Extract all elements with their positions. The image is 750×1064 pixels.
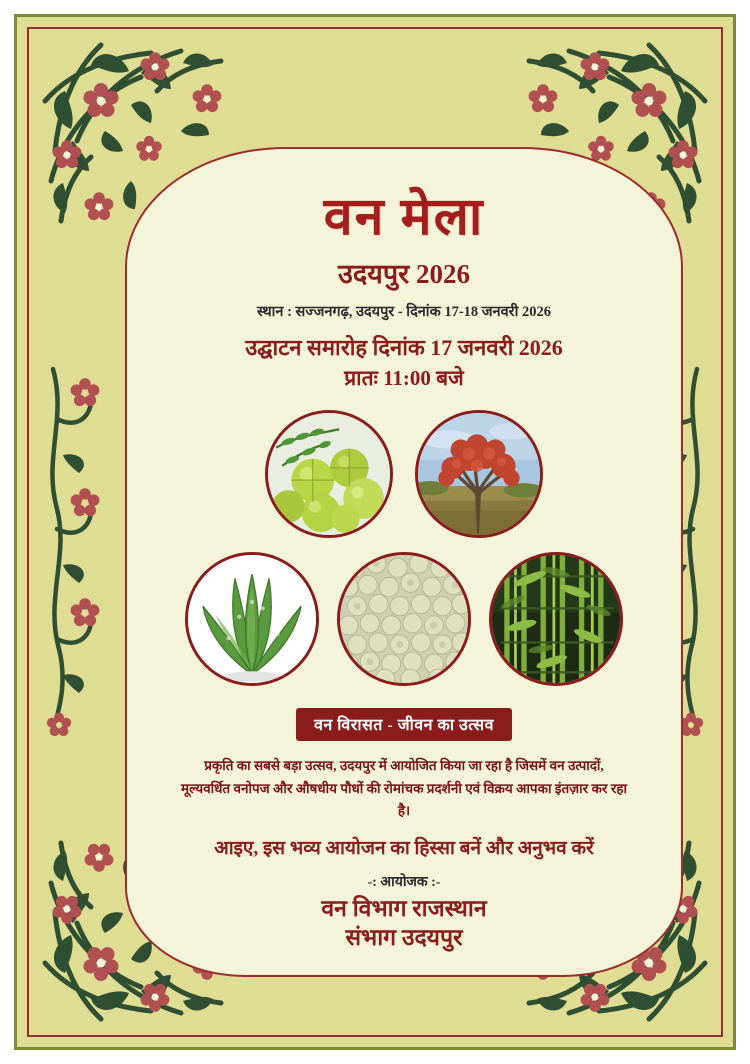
inauguration-time: प्रातः 11:00 बजे	[344, 366, 464, 391]
aloe-vera-photo	[185, 552, 319, 686]
page-title: वन मेला	[323, 189, 485, 246]
poster-inner-border	[27, 27, 723, 1037]
amla-fruit-photo	[265, 410, 393, 538]
organizer-line-2: संभाग उदयपुर	[345, 924, 463, 950]
call-to-action-text: आइए, इस भव्य आयोजन का हिस्सा बनें और अनुभव करें	[214, 838, 594, 860]
edge-ornament-left	[33, 359, 113, 739]
dried-seeds-photo	[337, 552, 471, 686]
content-cartouche	[125, 147, 683, 977]
description-text: प्रकृति का सबसे बड़ा उत्सव, उदयपुर में आयोजित किया जा रहा है जिसमें वन उत्पादों, मूल्यवर्धित वनोपज और औषधीय पौधों की रोमांचक प्रदर्शनी एवं विक्रय आपका इंतज़ार कर रहा है।	[181, 758, 628, 818]
photo-row-top	[157, 410, 651, 538]
tagline-ribbon: वन विरासत - जीवन का उत्सव	[296, 708, 512, 741]
poster-outer-border	[14, 14, 736, 1050]
flowering-tree-photo	[415, 410, 543, 538]
organizer-label: -: आयोजक :-	[367, 875, 441, 891]
venue-and-date-line: स्थान : सज्जनगढ़, उदयपुर - दिनांक 17-18 जनवरी 2026	[257, 303, 551, 320]
photo-row-bottom	[157, 552, 651, 686]
bamboo-grove-photo	[489, 552, 623, 686]
event-subtitle: उदयपुर 2026	[338, 258, 470, 289]
organizer-line-1: वन विभाग राजस्थान	[321, 896, 487, 922]
inauguration-line: उद्घाटन समारोह दिनांक 17 जनवरी 2026	[245, 334, 563, 360]
